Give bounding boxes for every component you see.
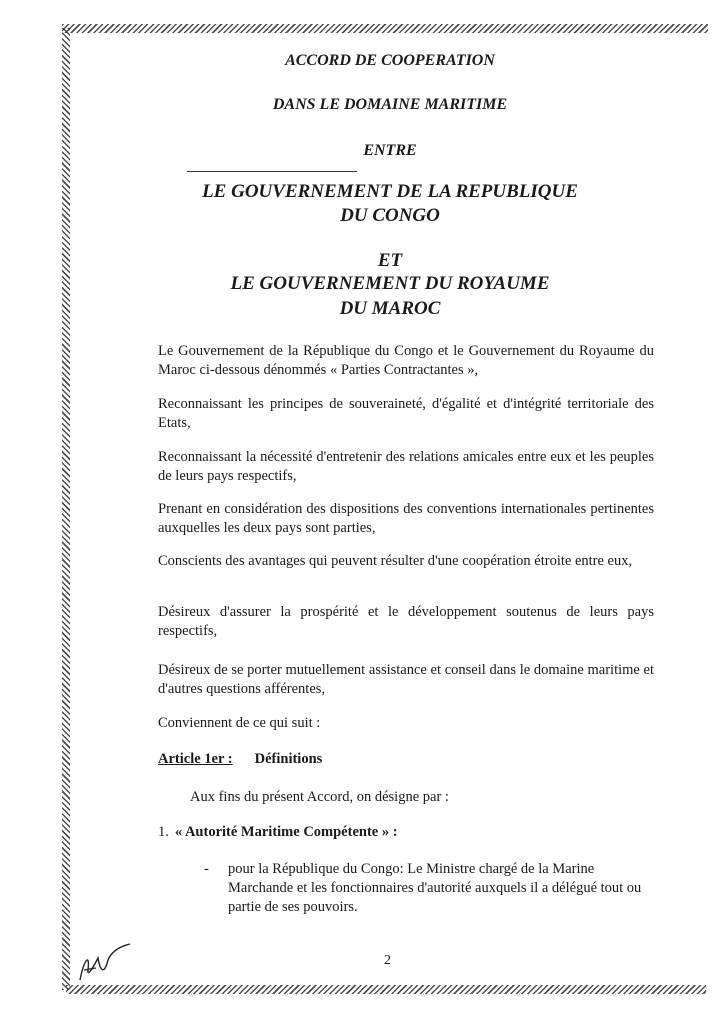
article-number: Article 1er : (158, 751, 233, 767)
item-term: « Autorité Maritime Compétente » : (174, 824, 398, 840)
preamble-paragraph: Prenant en considération des dispositions des conventions internationales pertinentes auxquelles les deux pays sont parties, (158, 501, 654, 536)
title-line-5: DU CONGO (340, 205, 440, 226)
bullet-text: pour la République du Congo: Le Ministre chargé de la Marine Marchande et les fonctionnaires d'autorité auxquels il a délégué tout ou partie de ses pouvoirs. (228, 861, 642, 915)
title-line-2: DANS LE DOMAINE MARITIME (272, 96, 508, 113)
definition-item (158, 824, 398, 841)
preamble-paragraph: Le Gouvernement de la République du Congo et le Gouvernement du Royaume du Maroc ci-dessous dénommés « Parties Contractantes », (158, 343, 654, 378)
article-intro: Aux fins du présent Accord, on désigne par : (190, 789, 449, 805)
page-border-top (62, 24, 708, 33)
preamble-paragraph: Reconnaissant la nécessité d'entretenir des relations amicales entre eux et les peuples de leurs pays respectifs, (158, 449, 654, 484)
signature-initials (74, 940, 134, 990)
page-number: 2 (384, 953, 391, 968)
page-border-left (62, 28, 70, 990)
preamble-paragraph: Désireux d'assurer la prospérité et le développement soutenus de leurs pays respectifs, (158, 604, 654, 639)
page-border-bottom (66, 985, 706, 994)
title-line-1: ACCORD DE COOPERATION (285, 52, 495, 69)
article-heading (158, 751, 322, 768)
title-line-7: LE GOUVERNEMENT DU ROYAUME (230, 273, 550, 294)
bullet-dash: - (204, 861, 209, 877)
agreement-clause: Conviennent de ce qui suit : (158, 715, 321, 731)
title-line-4: LE GOUVERNEMENT DE LA REPUBLIQUE (202, 181, 578, 202)
title-rule (187, 171, 357, 172)
title-line-3: ENTRE (363, 142, 417, 159)
preamble-paragraph: Conscients des avantages qui peuvent résulter d'une coopération étroite entre eux, (158, 553, 633, 569)
title-line-6: ET (377, 250, 403, 271)
preamble-paragraph: Désireux de se porter mutuellement assistance et conseil dans le domaine maritime et d'autres questions afférentes, (158, 662, 654, 697)
item-number: 1. (158, 824, 169, 840)
article-title: Définitions (254, 751, 323, 767)
preamble-paragraph: Reconnaissant les principes de souveraineté, d'égalité et d'intégrité territoriale des Etats, (158, 396, 654, 431)
title-line-8: DU MAROC (339, 298, 441, 319)
